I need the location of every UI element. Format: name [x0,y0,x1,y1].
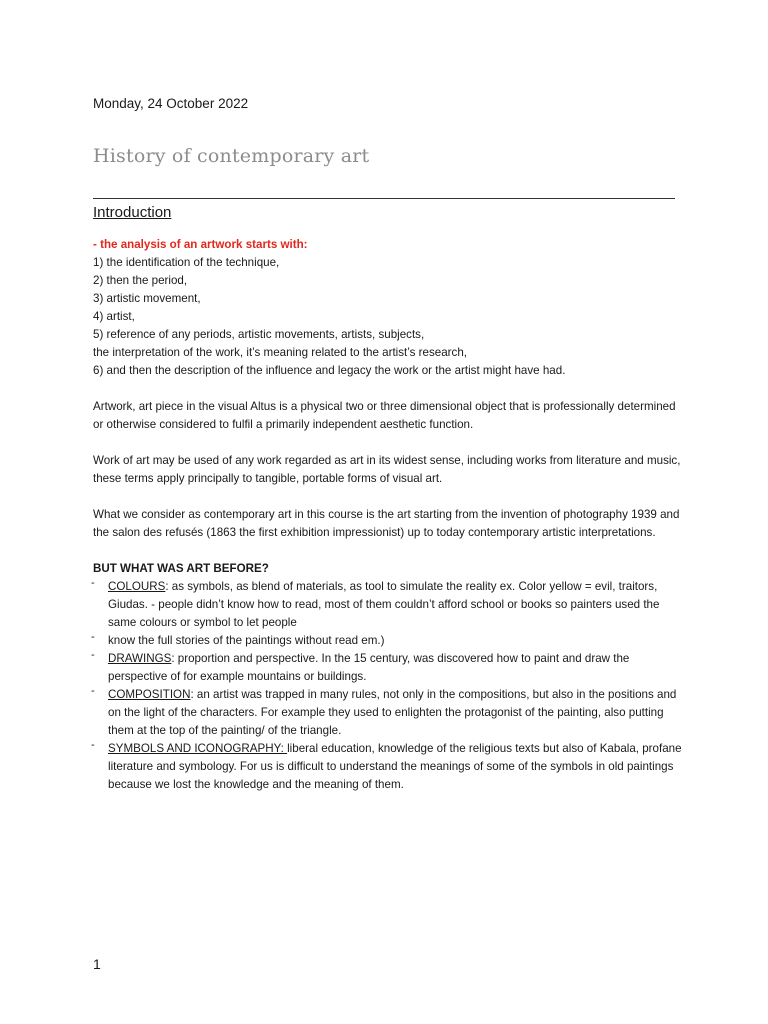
question-heading: BUT WHAT WAS ART BEFORE? [93,562,269,575]
list-item [93,578,683,632]
bullet-label: COLOURS [108,580,166,593]
section-heading: Introduction [93,204,172,221]
document-body [93,236,683,794]
paragraph-work-of-art: Work of art may be used of any work regarded as art in its widest sense, including works from literature and music, these terms apply principally to tangible, portable forms of visual art. [93,454,681,485]
paragraph-contemporary: What we consider as contemporary art in this course is the art starting from the invention of photography 1939 and the salon des refusés (1863 the first exhibition impressionist) up to today contemporary artistic interpretations. [93,508,680,539]
analysis-heading: - the analysis of an artwork starts with: [93,238,308,251]
analysis-step: 4) artist, [93,310,135,323]
bullet-label: COMPOSITION [108,688,191,701]
title-divider [93,198,675,199]
bullet-text: liberal education, knowledge of the religious texts but also of Kabala, profane literature and symbology. For us is difficult to understand the meanings of some of the symbols in old paintings because we lost the knowledge and the meaning of them. [108,742,682,791]
bullet-dash: - [91,577,95,589]
bullet-text: : proportion and perspective. In the 15 century, was discovered how to paint and draw the perspective of for example mountains or buildings. [108,652,630,683]
analysis-step: 1) the identification of the technique, [93,256,280,269]
bullet-text: : an artist was trapped in many rules, not only in the compositions, but also in the positions and on the light of the characters. For example they used to enlighten the protagonist of the painting, also putting them at the top of the painting/ of the triangle. [108,688,677,737]
bullet-list [93,578,683,794]
bullet-label: SYMBOLS AND ICONOGRAPHY: [108,742,288,755]
analysis-step: 3) artistic movement, [93,292,201,305]
page-title: History of contemporary art [93,145,370,167]
bullet-text: know the full stories of the paintings without read em.) [108,634,385,647]
bullet-label: DRAWINGS [108,652,172,665]
bullet-dash: - [91,649,95,661]
analysis-step: the interpretation of the work, it’s meaning related to the artist’s research, [93,346,467,359]
note-date: Monday, 24 October 2022 [93,96,249,111]
analysis-step: 5) reference of any periods, artistic movements, artists, subjects, [93,328,425,341]
bullet-dash: - [91,739,95,751]
page-number: 1 [93,956,101,972]
paragraph-artwork: Artwork, art piece in the visual Altus is a physical two or three dimensional object that is professionally determined or otherwise considered to fulfil a primarily independent aesthetic function. [93,400,676,431]
list-item [93,740,683,794]
bullet-text: : as symbols, as blend of materials, as tool to simulate the reality ex. Color yellow = evil, traitors, Giudas. - people didn’t know how to read, most of them couldn’t afford school or books so painters used the same colours or symbol to let people [108,580,660,629]
bullet-dash: - [91,631,95,643]
analysis-step: 2) then the period, [93,274,188,287]
bullet-dash: - [91,685,95,697]
list-item [93,650,683,686]
list-item [93,686,683,740]
analysis-step: 6) and then the description of the influence and legacy the work or the artist might have had. [93,364,566,377]
list-item [93,632,683,650]
